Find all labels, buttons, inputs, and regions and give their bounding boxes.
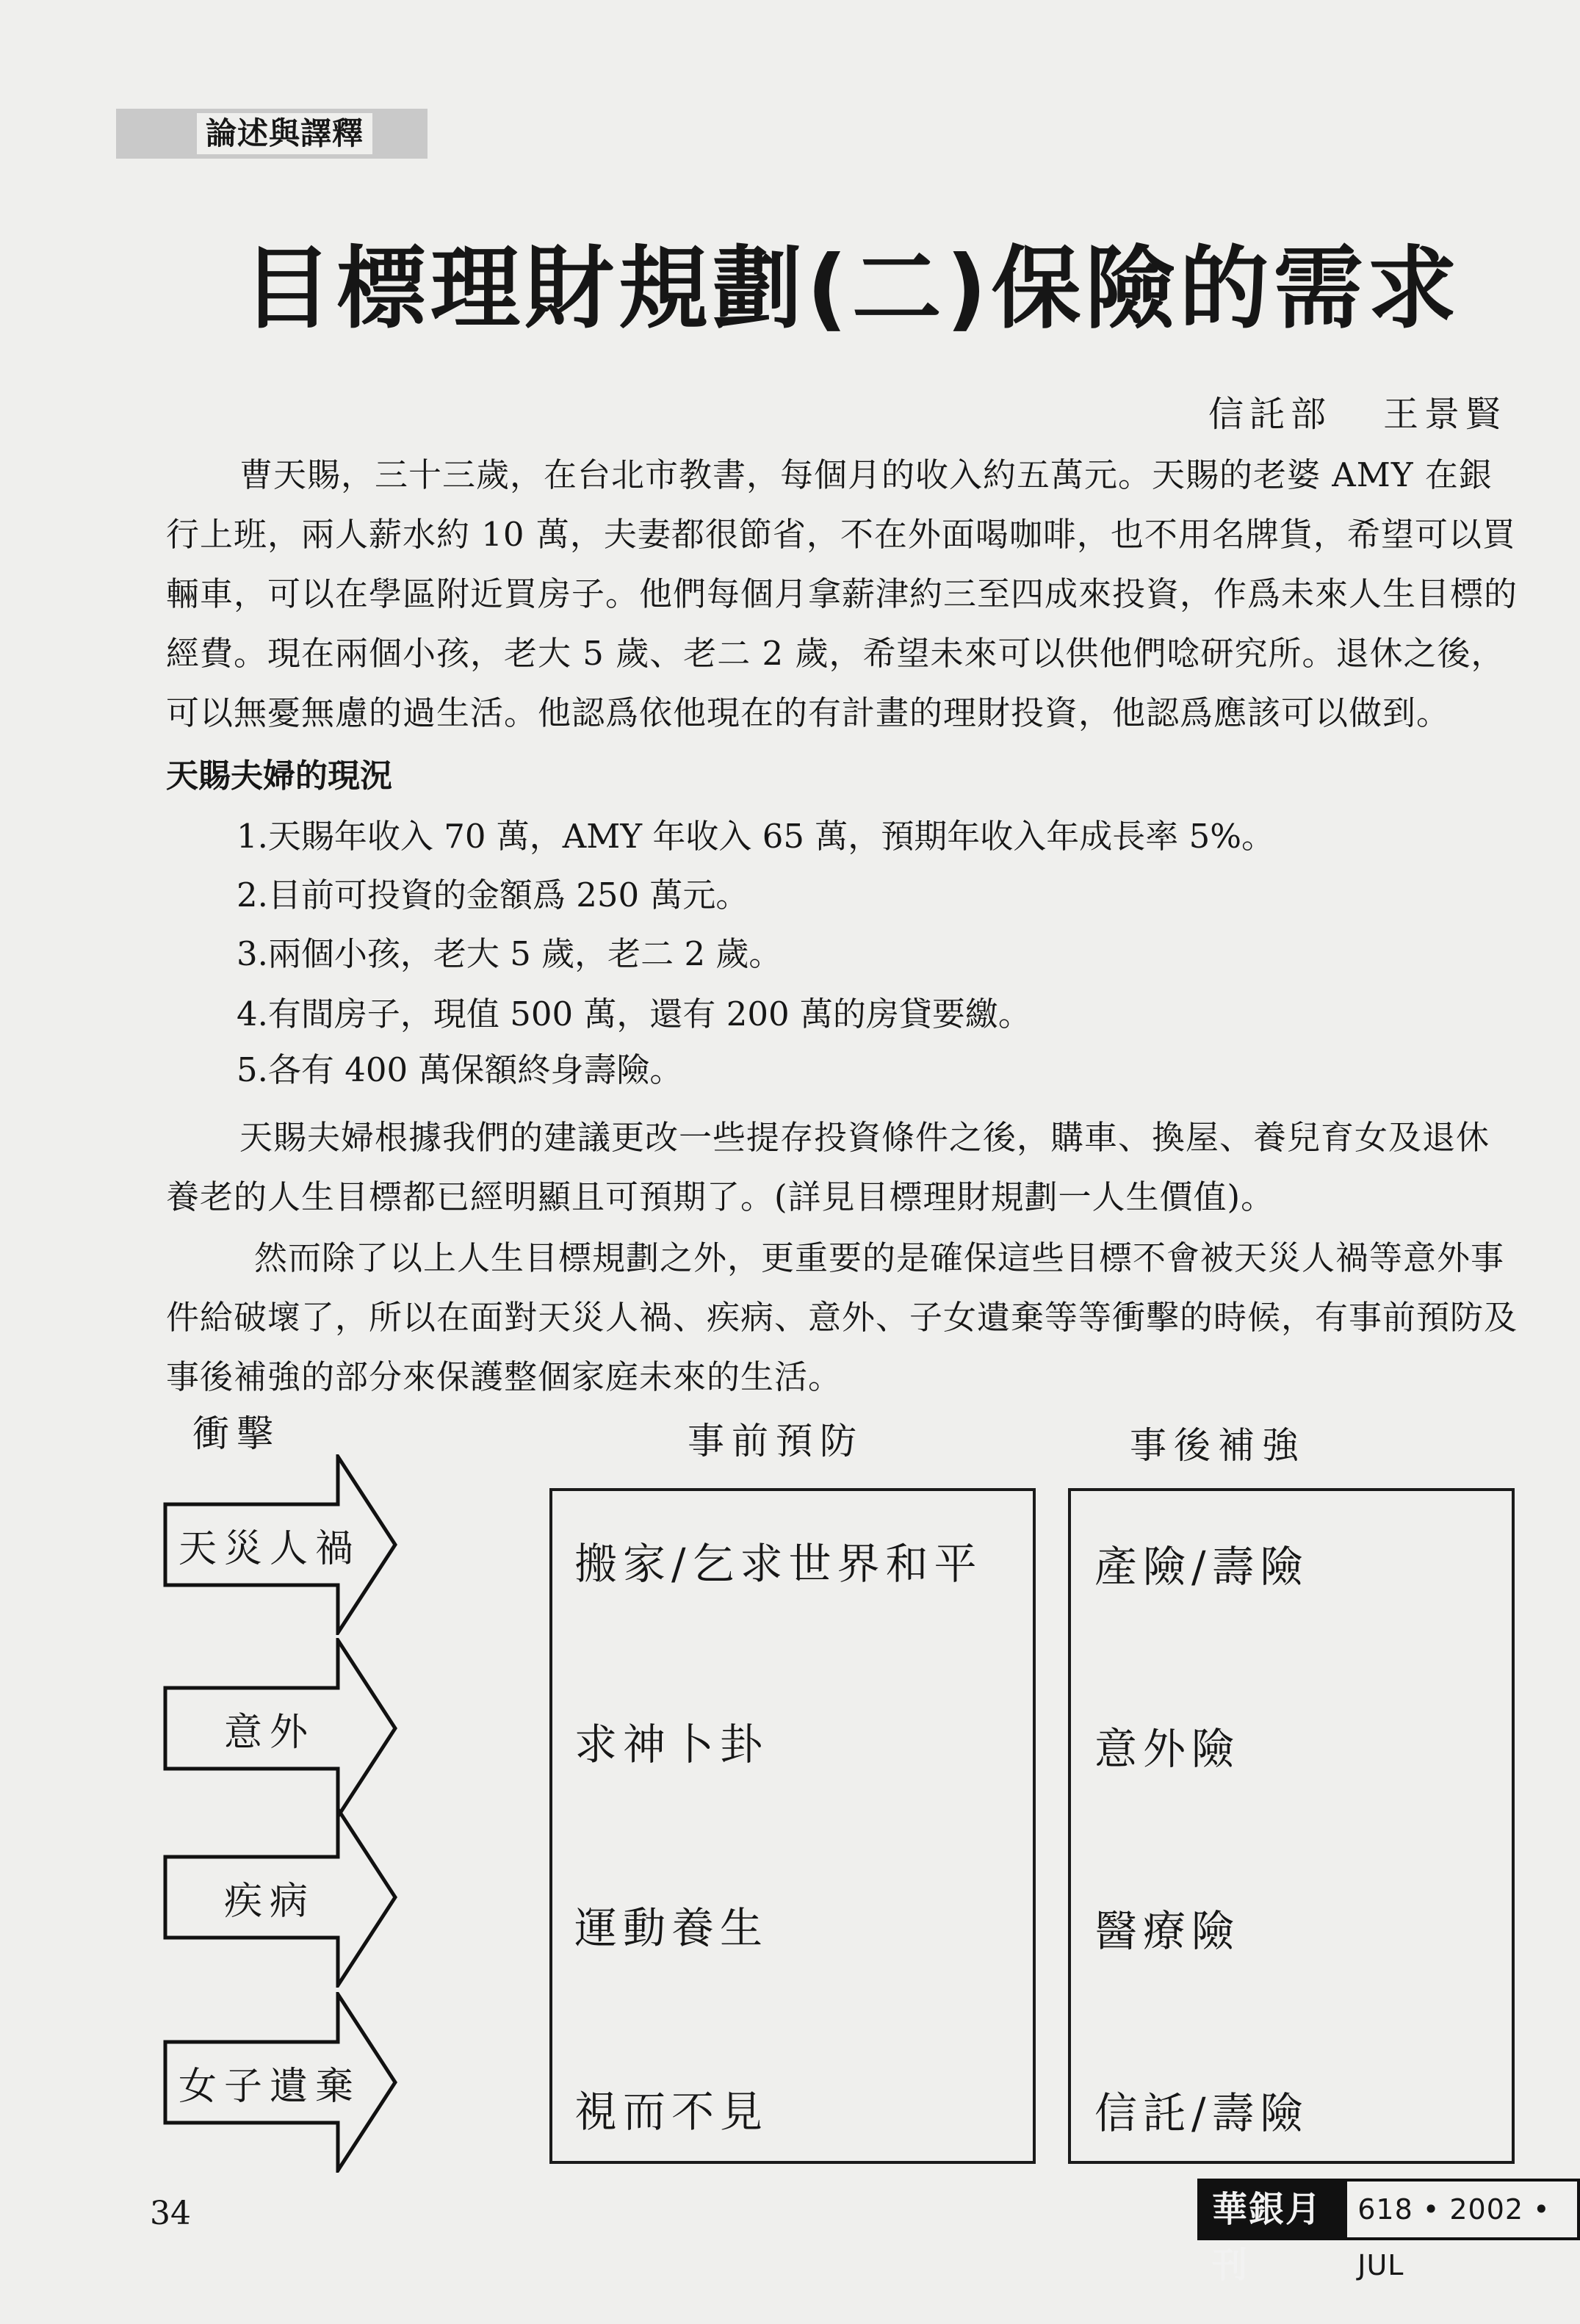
prevention-cell: 搬家/乞求世界和平	[574, 1539, 983, 1589]
list-item: 3.兩個小孩，老大 5 歲，老二 2 歲。	[237, 934, 782, 973]
page-number: 34	[150, 2195, 191, 2232]
diagram-header-remedy: 事後補強	[1130, 1424, 1306, 1467]
author-department: 信託部	[1208, 394, 1332, 435]
impact-label: 意外	[223, 1710, 315, 1755]
journal-issue: 618 • 2002 • JUL	[1347, 2182, 1577, 2237]
diagram-header-prevention: 事前預防	[688, 1420, 864, 1462]
author-line	[1208, 391, 1507, 438]
impact-label: 疾病	[223, 1879, 315, 1924]
prevention-box	[549, 1488, 1036, 2164]
remedy-cell: 意外險	[1094, 1724, 1241, 1774]
subheading: 天賜夫婦的現況	[166, 757, 392, 795]
list-item: 5.各有 400 萬保額終身壽險。	[237, 1050, 683, 1089]
author-name: 王景賢	[1382, 394, 1507, 435]
impact-arrow	[163, 1454, 398, 1635]
paragraph-2: 天賜夫婦根據我們的建議更改一些提存投資條件之後，購車、換屋、養兒育女及退休養老的人生目標都已經明顯且可預期了。(詳見目標理財規劃一人生價值)。	[166, 1118, 1490, 1216]
list-item: 1.天賜年收入 70 萬，AMY 年收入 65 萬，預期年收入年成長率 5%。	[237, 817, 1274, 856]
impact-label: 女子遺棄	[178, 2064, 361, 2109]
prevention-cell: 視而不見	[574, 2087, 769, 2137]
impact-arrow	[163, 1992, 398, 2173]
prevention-cell: 運動養生	[574, 1903, 769, 1953]
intro-paragraph: 曹天賜，三十三歲，在台北市教書，每個月的收入約五萬元。天賜的老婆 AMY 在銀行上班，兩人薪水約 10 萬，夫妻都很節省，不在外面喝咖啡，也不用名牌貨，希望可以買輛車，可以在學區附近買房子。他們每個月拿薪津約三至四成來投資，作爲未來人生目標的經費。現在兩個小孩，老大 5 歲、老二 2 歲，希望未來可以供他們唸研究所。退休之後，可以無憂無慮的過生活。他認爲依他現在的有計畫的理財投資，他認爲應該可以做到。	[166, 455, 1518, 732]
section-tag	[116, 109, 428, 159]
diagram-header-impact: 衝擊	[192, 1412, 281, 1455]
remedy-cell: 產險/壽險	[1094, 1542, 1309, 1592]
journal-name: 華銀月刊	[1200, 2182, 1347, 2237]
paragraph-3: 然而除了以上人生目標規劃之外，更重要的是確保這些目標不會被天災人禍等意外事件給破壞了，所以在面對天災人禍、疾病、意外、子女遺棄等等衝擊的時候，有事前預防及事後補強的部分來保護整個家庭未來的生活。	[166, 1238, 1518, 1396]
remedy-cell: 醫療險	[1094, 1906, 1241, 1956]
list-item: 4.有間房子，現值 500 萬，還有 200 萬的房貸要繳。	[237, 995, 1031, 1033]
impact-arrow	[163, 1638, 398, 1819]
article-title: 目標理財規劃(二)保險的需求	[242, 237, 1462, 341]
list-item: 2.目前可投資的金額爲 250 萬元。	[237, 876, 749, 914]
impact-arrow	[163, 1807, 398, 1988]
prevention-cell: 求神卜卦	[574, 1719, 769, 1769]
journal-badge	[1197, 2179, 1580, 2286]
remedy-cell: 信託/壽險	[1094, 2088, 1309, 2138]
impact-label: 天災人禍	[178, 1526, 361, 1571]
section-tag-label: 論述與譯釋	[197, 113, 372, 154]
